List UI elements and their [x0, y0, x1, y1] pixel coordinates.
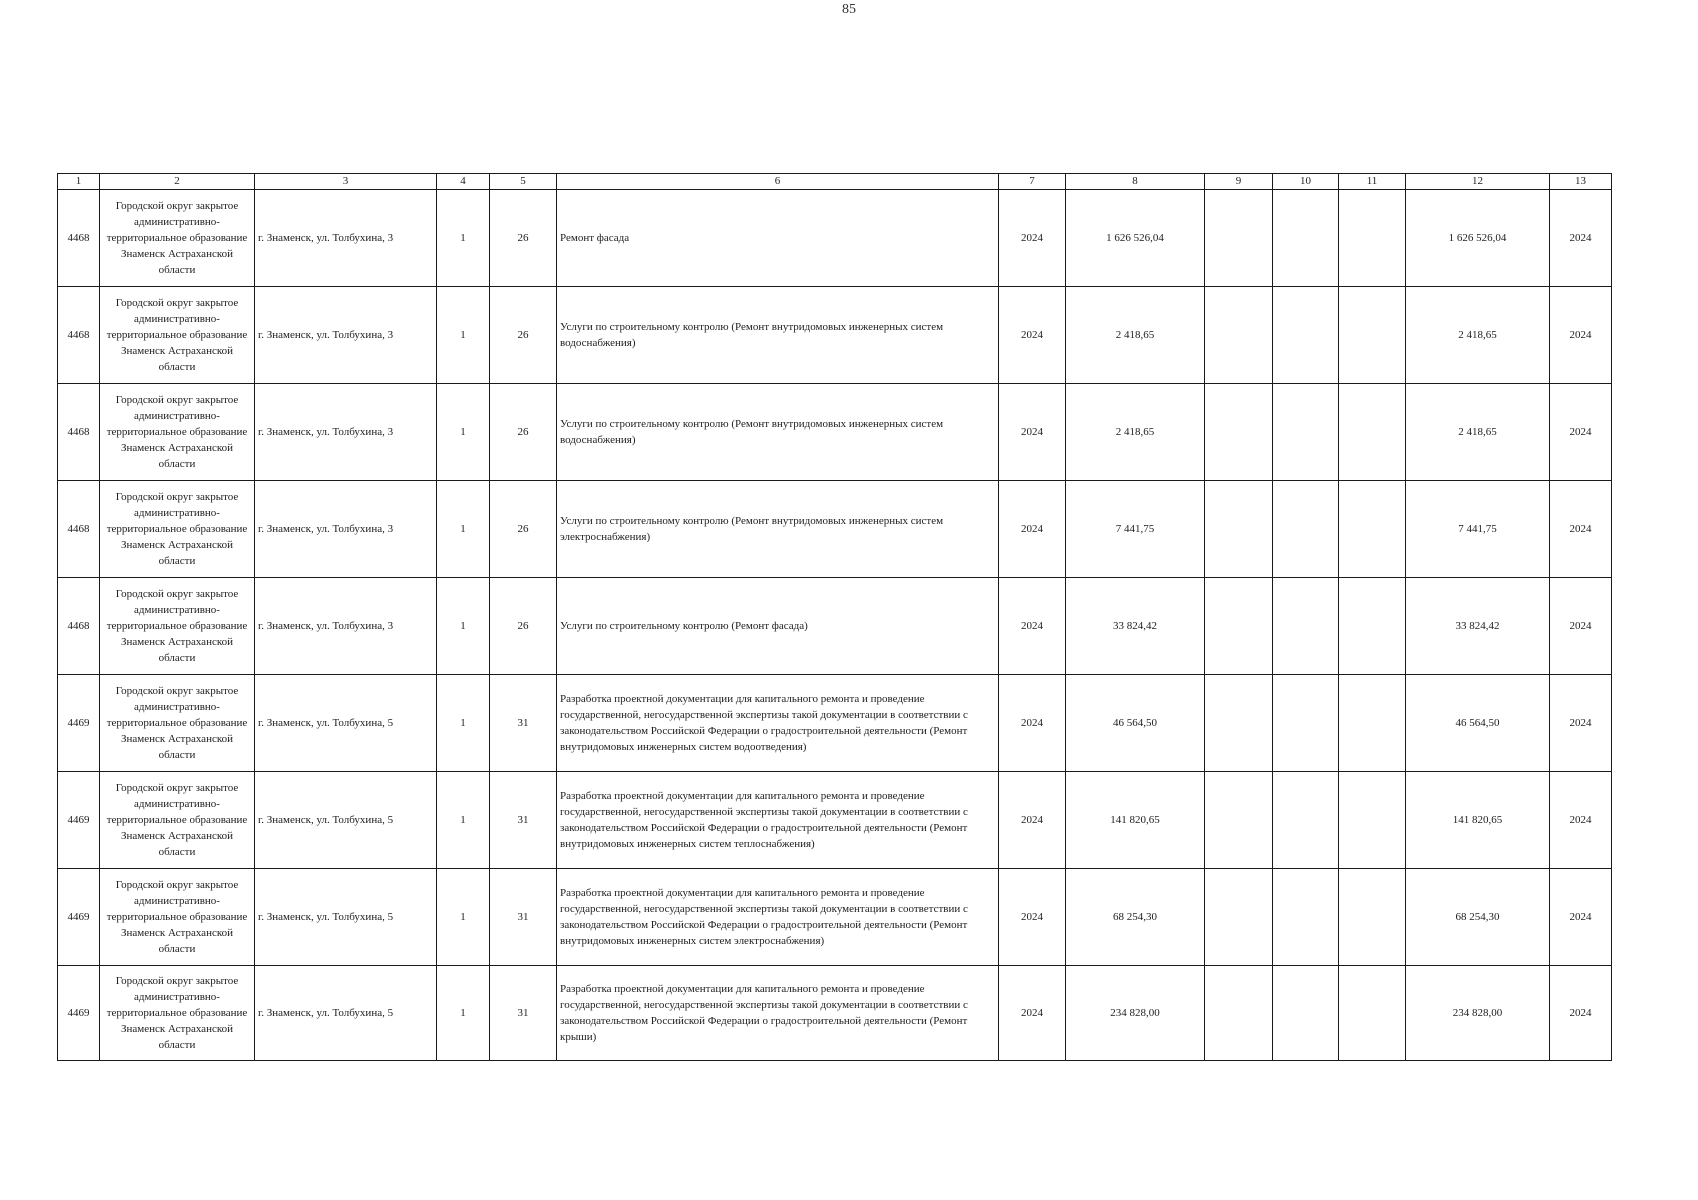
municipality: Городской округ закрытое административно-территориальное образование Знаменск Астраханской области — [100, 675, 255, 772]
column-9-value — [1205, 384, 1273, 481]
total-cost: 68 254,30 — [1066, 869, 1205, 966]
year: 2024 — [999, 675, 1066, 772]
column-10-value — [1273, 384, 1339, 481]
completion-year: 2024 — [1550, 869, 1612, 966]
address: г. Знаменск, ул. Толбухина, 3 — [255, 190, 437, 287]
column-header-8: 8 — [1066, 174, 1205, 190]
column-11-value — [1339, 869, 1406, 966]
column-9-value — [1205, 869, 1273, 966]
total-cost: 2 418,65 — [1066, 384, 1205, 481]
total-cost: 234 828,00 — [1066, 966, 1205, 1061]
column-4-value: 1 — [437, 675, 490, 772]
municipality: Городской округ закрытое административно-территориальное образование Знаменск Астраханской области — [100, 772, 255, 869]
work-description: Разработка проектной документации для капитального ремонта и проведение государственной, негосударственной экспертизы такой документации в соответствии с законодательством Российской Федерации о градостроительной деятельности (Ремонт внутридомовых инженерных систем водоотведения) — [557, 675, 999, 772]
completion-year: 2024 — [1550, 675, 1612, 772]
completion-year: 2024 — [1550, 772, 1612, 869]
column-4-value: 1 — [437, 578, 490, 675]
column-5-value: 26 — [490, 384, 557, 481]
year: 2024 — [999, 578, 1066, 675]
table-row — [58, 481, 1612, 578]
total-cost: 2 418,65 — [1066, 287, 1205, 384]
column-10-value — [1273, 869, 1339, 966]
column-header-4: 4 — [437, 174, 490, 190]
column-5-value: 31 — [490, 966, 557, 1061]
work-description: Ремонт фасада — [557, 190, 999, 287]
completion-year: 2024 — [1550, 481, 1612, 578]
column-5-value: 31 — [490, 869, 557, 966]
table-row — [58, 190, 1612, 287]
column-header-12: 12 — [1406, 174, 1550, 190]
column-10-value — [1273, 966, 1339, 1061]
column-10-value — [1273, 190, 1339, 287]
record-number: 4469 — [58, 869, 100, 966]
column-header-1: 1 — [58, 174, 100, 190]
column-10-value — [1273, 481, 1339, 578]
fund-cost: 68 254,30 — [1406, 869, 1550, 966]
municipality: Городской округ закрытое административно-территориальное образование Знаменск Астраханской области — [100, 869, 255, 966]
municipality: Городской округ закрытое административно-территориальное образование Знаменск Астраханской области — [100, 481, 255, 578]
year: 2024 — [999, 287, 1066, 384]
column-11-value — [1339, 966, 1406, 1061]
column-4-value: 1 — [437, 869, 490, 966]
column-11-value — [1339, 287, 1406, 384]
municipality: Городской округ закрытое административно-территориальное образование Знаменск Астраханской области — [100, 578, 255, 675]
address: г. Знаменск, ул. Толбухина, 5 — [255, 772, 437, 869]
year: 2024 — [999, 869, 1066, 966]
completion-year: 2024 — [1550, 966, 1612, 1061]
fund-cost: 7 441,75 — [1406, 481, 1550, 578]
address: г. Знаменск, ул. Толбухина, 5 — [255, 869, 437, 966]
record-number: 4468 — [58, 287, 100, 384]
table-row — [58, 869, 1612, 966]
column-header-2: 2 — [100, 174, 255, 190]
table-row — [58, 966, 1612, 1061]
work-description: Разработка проектной документации для капитального ремонта и проведение государственной, негосударственной экспертизы такой документации в соответствии с законодательством Российской Федерации о градостроительной деятельности (Ремонт внутридомовых инженерных систем электроснабжения) — [557, 869, 999, 966]
column-4-value: 1 — [437, 384, 490, 481]
table-row — [58, 578, 1612, 675]
column-11-value — [1339, 578, 1406, 675]
total-cost: 33 824,42 — [1066, 578, 1205, 675]
column-5-value: 26 — [490, 190, 557, 287]
column-header-5: 5 — [490, 174, 557, 190]
column-4-value: 1 — [437, 966, 490, 1061]
total-cost: 141 820,65 — [1066, 772, 1205, 869]
fund-cost: 2 418,65 — [1406, 287, 1550, 384]
completion-year: 2024 — [1550, 287, 1612, 384]
address: г. Знаменск, ул. Толбухина, 5 — [255, 675, 437, 772]
municipality: Городской округ закрытое административно-территориальное образование Знаменск Астраханской области — [100, 190, 255, 287]
work-description: Разработка проектной документации для капитального ремонта и проведение государственной, негосударственной экспертизы такой документации в соответствии с законодательством Российской Федерации о градостроительной деятельности (Ремонт внутридомовых инженерных систем теплоснабжения) — [557, 772, 999, 869]
record-number: 4468 — [58, 578, 100, 675]
work-description: Услуги по строительному контролю (Ремонт внутридомовых инженерных систем водоснабжения) — [557, 384, 999, 481]
column-header-10: 10 — [1273, 174, 1339, 190]
record-number: 4469 — [58, 772, 100, 869]
record-number: 4468 — [58, 384, 100, 481]
municipality: Городской округ закрытое административно-территориальное образование Знаменск Астраханской области — [100, 384, 255, 481]
column-4-value: 1 — [437, 190, 490, 287]
record-number: 4469 — [58, 675, 100, 772]
table-row — [58, 384, 1612, 481]
column-5-value: 26 — [490, 287, 557, 384]
column-9-value — [1205, 966, 1273, 1061]
column-9-value — [1205, 578, 1273, 675]
total-cost: 1 626 526,04 — [1066, 190, 1205, 287]
column-10-value — [1273, 772, 1339, 869]
record-number: 4468 — [58, 190, 100, 287]
table-row — [58, 675, 1612, 772]
capital-repair-table — [57, 173, 1612, 1061]
column-5-value: 26 — [490, 481, 557, 578]
address: г. Знаменск, ул. Толбухина, 5 — [255, 966, 437, 1061]
header-row — [58, 174, 1612, 190]
column-header-13: 13 — [1550, 174, 1612, 190]
column-header-6: 6 — [557, 174, 999, 190]
column-11-value — [1339, 190, 1406, 287]
record-number: 4469 — [58, 966, 100, 1061]
year: 2024 — [999, 481, 1066, 578]
column-11-value — [1339, 772, 1406, 869]
column-4-value: 1 — [437, 287, 490, 384]
table-row — [58, 772, 1612, 869]
column-11-value — [1339, 675, 1406, 772]
total-cost: 46 564,50 — [1066, 675, 1205, 772]
fund-cost: 1 626 526,04 — [1406, 190, 1550, 287]
address: г. Знаменск, ул. Толбухина, 3 — [255, 384, 437, 481]
fund-cost: 234 828,00 — [1406, 966, 1550, 1061]
year: 2024 — [999, 772, 1066, 869]
column-4-value: 1 — [437, 481, 490, 578]
total-cost: 7 441,75 — [1066, 481, 1205, 578]
column-9-value — [1205, 481, 1273, 578]
column-11-value — [1339, 384, 1406, 481]
page-number: 85 — [842, 2, 856, 17]
column-header-9: 9 — [1205, 174, 1273, 190]
column-5-value: 26 — [490, 578, 557, 675]
work-description: Услуги по строительному контролю (Ремонт внутридомовых инженерных систем электроснабжения) — [557, 481, 999, 578]
column-5-value: 31 — [490, 675, 557, 772]
completion-year: 2024 — [1550, 190, 1612, 287]
completion-year: 2024 — [1550, 578, 1612, 675]
column-10-value — [1273, 578, 1339, 675]
municipality: Городской округ закрытое административно-территориальное образование Знаменск Астраханской области — [100, 966, 255, 1061]
record-number: 4468 — [58, 481, 100, 578]
completion-year: 2024 — [1550, 384, 1612, 481]
address: г. Знаменск, ул. Толбухина, 3 — [255, 578, 437, 675]
year: 2024 — [999, 384, 1066, 481]
fund-cost: 141 820,65 — [1406, 772, 1550, 869]
column-4-value: 1 — [437, 772, 490, 869]
year: 2024 — [999, 190, 1066, 287]
address: г. Знаменск, ул. Толбухина, 3 — [255, 481, 437, 578]
column-9-value — [1205, 190, 1273, 287]
municipality: Городской округ закрытое административно-территориальное образование Знаменск Астраханской области — [100, 287, 255, 384]
column-5-value: 31 — [490, 772, 557, 869]
column-10-value — [1273, 287, 1339, 384]
column-10-value — [1273, 675, 1339, 772]
work-description: Услуги по строительному контролю (Ремонт фасада) — [557, 578, 999, 675]
fund-cost: 46 564,50 — [1406, 675, 1550, 772]
column-header-11: 11 — [1339, 174, 1406, 190]
year: 2024 — [999, 966, 1066, 1061]
fund-cost: 33 824,42 — [1406, 578, 1550, 675]
table-row — [58, 287, 1612, 384]
column-header-3: 3 — [255, 174, 437, 190]
address: г. Знаменск, ул. Толбухина, 3 — [255, 287, 437, 384]
column-11-value — [1339, 481, 1406, 578]
column-9-value — [1205, 675, 1273, 772]
column-header-7: 7 — [999, 174, 1066, 190]
work-description: Разработка проектной документации для капитального ремонта и проведение государственной, негосударственной экспертизы такой документации в соответствии с законодательством Российской Федерации о градостроительной деятельности (Ремонт крыши) — [557, 966, 999, 1061]
fund-cost: 2 418,65 — [1406, 384, 1550, 481]
column-9-value — [1205, 772, 1273, 869]
work-description: Услуги по строительному контролю (Ремонт внутридомовых инженерных систем водоснабжения) — [557, 287, 999, 384]
column-9-value — [1205, 287, 1273, 384]
